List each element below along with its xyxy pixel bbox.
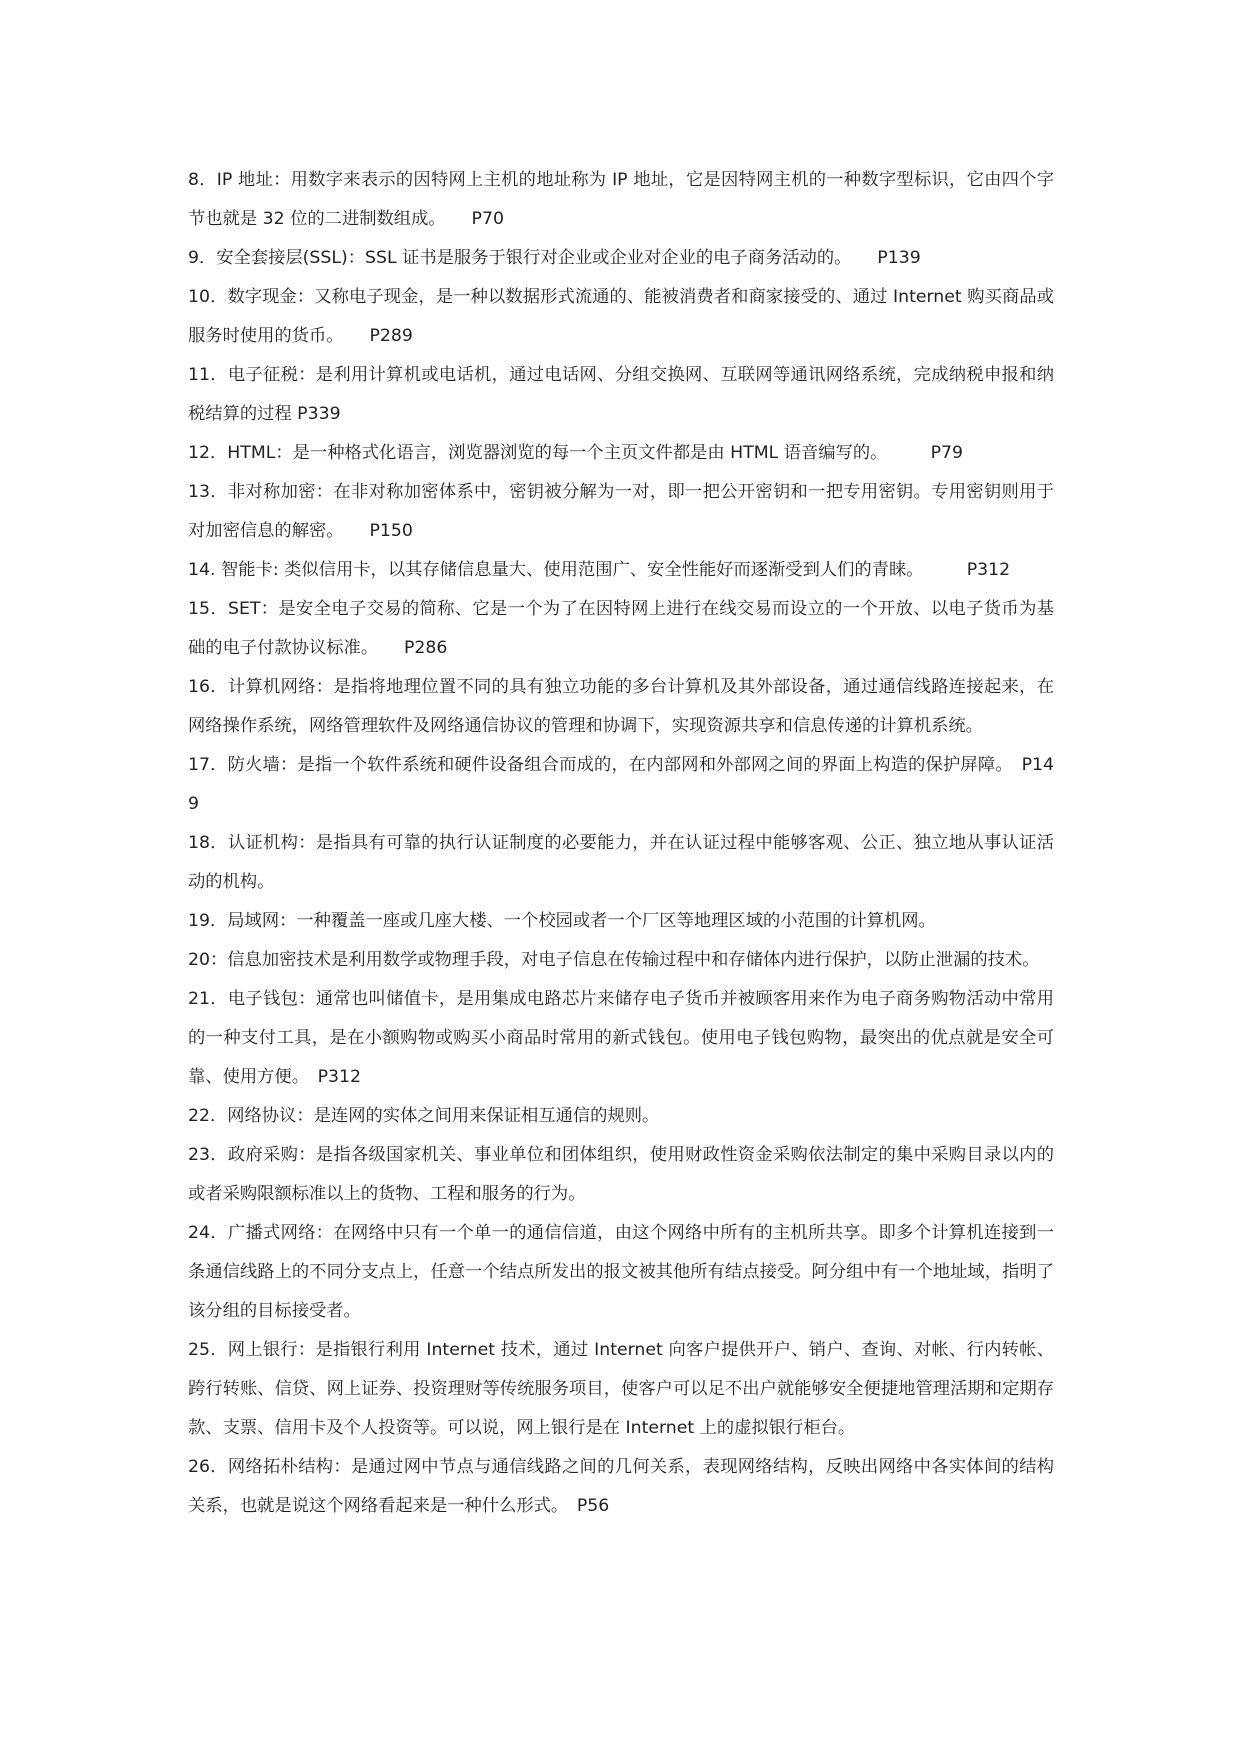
definition-broadcast-network: 24．广播式网络：在网络中只有一个单一的通信信道，由这个网络中所有的主机所共享。即多个计算机连接到一条通信线路上的不同分支点上，任意一个结点所发出的报文被其他所有结点接受。阿分组中有一个地址域，指明了该分组的目标接受者。 xyxy=(188,1223,1054,1321)
definition-government-procurement: 23．政府采购：是指各级国家机关、事业单位和团体组织，使用财政性资金采购依法制定的集中采购目录以内的或者采购限额标准以上的货物、工程和服务的行为。 xyxy=(188,1145,1054,1204)
definition-smart-card: 14. 智能卡: 类似信用卡，以其存储信息量大、使用范围广、安全性能好而逐渐受到人们的青睐。 P312 xyxy=(188,560,1011,580)
definition-e-taxation: 11．电子征税：是利用计算机或电话机，通过电话网、分组交换网、互联网等通讯网络系统，完成纳税申报和纳税结算的过程 P339 xyxy=(188,365,1054,424)
definition-digital-cash: 10．数字现金：又称电子现金，是一种以数据形式流通的、能被消费者和商家接受的、通过 Internet 购买商品或服务时使用的货币。 P289 xyxy=(188,287,1054,346)
definition-online-banking: 25．网上银行：是指银行利用 Internet 技术，通过 Internet 向客户提供开户、销户、查询、对帐、行内转帐、跨行转账、信贷、网上证券、投资理财等传统服务项目，使客户可以足不出户就能够安全便捷地管理活期和定期存款、支票、信用卡及个人投资等。可以说，网上银行是在 Internet 上的虚拟银行柜台。 xyxy=(188,1340,1054,1438)
definition-ssl: 9．安全套接层(SSL)：SSL 证书是服务于银行对企业或企业对企业的电子商务活动的。 P139 xyxy=(188,248,921,268)
definition-encryption-technology: 20：信息加密技术是利用数学或物理手段，对电子信息在传输过程中和存储体内进行保护，以防止泄漏的技术。 xyxy=(188,950,1040,970)
definition-html: 12．HTML：是一种格式化语言，浏览器浏览的每一个主页文件都是由 HTML 语音编写的。 P79 xyxy=(188,443,964,463)
definition-asymmetric-encryption: 13．非对称加密：在非对称加密体系中，密钥被分解为一对，即一把公开密钥和一把专用密钥。专用密钥则用于对加密信息的解密。 P150 xyxy=(188,482,1054,541)
definition-certification-authority: 18．认证机构：是指具有可靠的执行认证制度的必要能力，并在认证过程中能够客观、公正、独立地从事认证活动的机构。 xyxy=(188,833,1054,892)
definition-computer-network: 16．计算机网络：是指将地理位置不同的具有独立功能的多台计算机及其外部设备，通过通信线路连接起来，在网络操作系统，网络管理软件及网络通信协议的管理和协调下，实现资源共享和信息传递的计算机系统。 xyxy=(188,677,1054,736)
definition-ip-address: 8．IP 地址：用数字来表示的因特网上主机的地址称为 IP 地址，它是因特网主机的一种数字型标识，它由四个字节也就是 32 位的二进制数组成。 P70 xyxy=(188,170,1054,229)
definition-set: 15．SET：是安全电子交易的简称、它是一个为了在因特网上进行在线交易而设立的一个开放、以电子货币为基础的电子付款协议标准。 P286 xyxy=(188,599,1054,658)
document-body xyxy=(188,161,1054,1526)
definition-network-protocol: 22．网络协议：是连网的实体之间用来保证相互通信的规则。 xyxy=(188,1106,660,1126)
definition-lan: 19．局域网：一种覆盖一座或几座大楼、一个校园或者一个厂区等地理区域的小范围的计算机网。 xyxy=(188,911,936,931)
definition-firewall: 17．防火墙：是指一个软件系统和硬件设备组合而成的，在内部网和外部网之间的界面上构造的保护屏障。 P149 xyxy=(188,755,1054,814)
definition-e-wallet: 21．电子钱包：通常也叫储值卡，是用集成电路芯片来储存电子货币并被顾客用来作为电子商务购物活动中常用的一种支付工具，是在小额购物或购买小商品时常用的新式钱包。使用电子钱包购物，最突出的优点就是安全可靠、使用方便。 P312 xyxy=(188,989,1054,1087)
definition-network-topology: 26．网络拓朴结构：是通过网中节点与通信线路之间的几何关系，表现网络结构，反映出网络中各实体间的结构关系，也就是说这个网络看起来是一种什么形式。 P56 xyxy=(188,1457,1054,1516)
